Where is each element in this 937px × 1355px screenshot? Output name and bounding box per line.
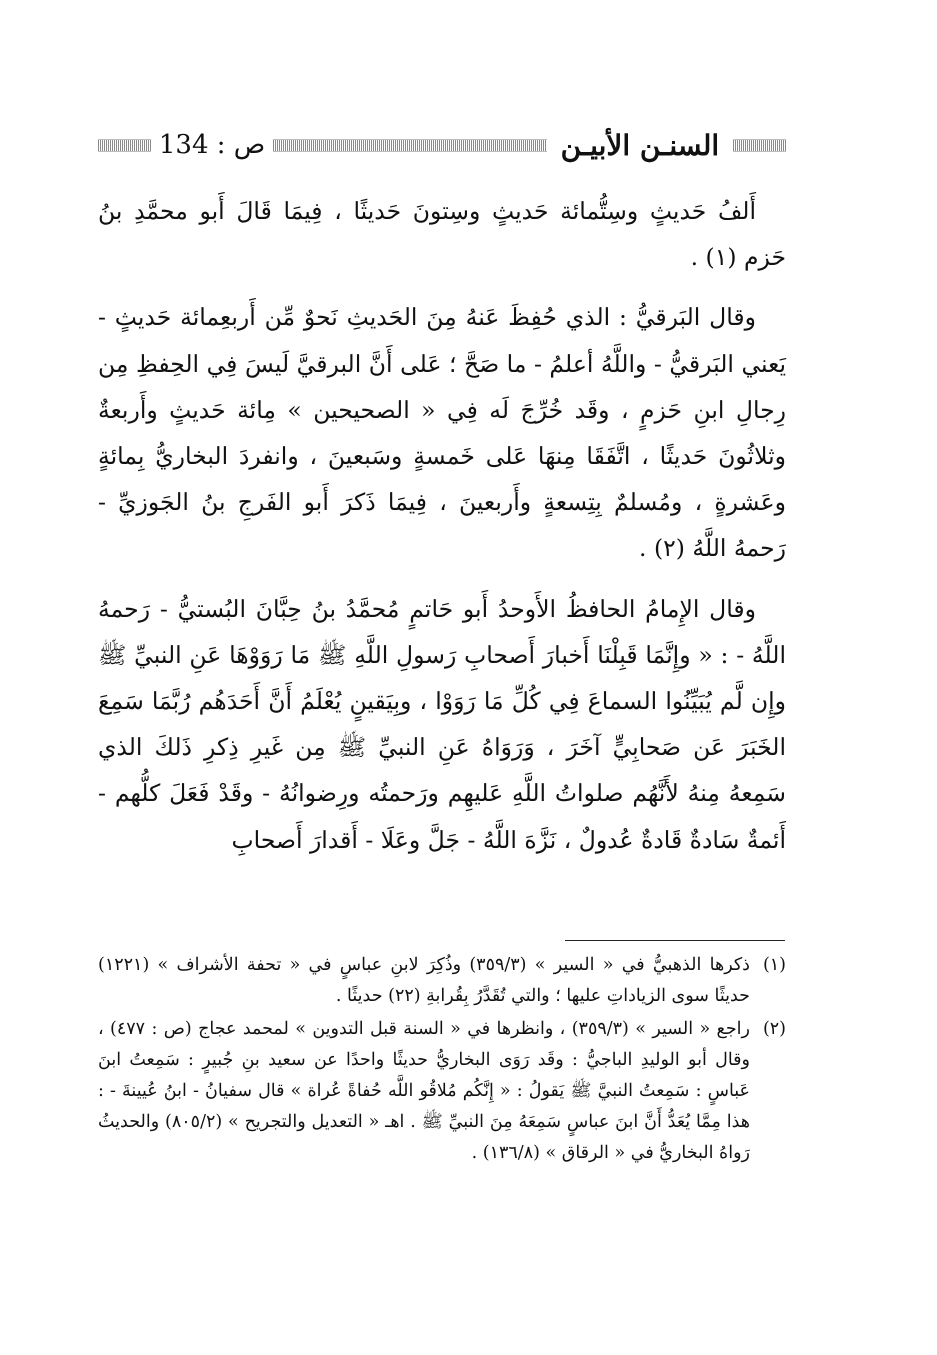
- footnote-number: (٢): [762, 1019, 786, 1039]
- paragraph: وقال البَرقيُّ : الذي حُفِظَ عَنهُ مِنَ الحَديثِ نَحوٌ مِّن أَربعِمائة حَديثٍ - يَعني البَرقيُّ - واللَّهُ أعلمُ - ما صَحَّ ؛ عَلى أَنَّ البرقيَّ لَيسَ فِي الحِفظِ مِن رِجالِ ابنِ حَزمٍ ، وقَد خُرِّجَ لَه فِي « الصحيحين » مِائة حَديثٍ وأَربعةٌ وثلاثُونَ حَديثًا ، اتَّفَقَا مِنهَا عَلى خَمسةٍ وسَبعينَ ، وانفردَ البخاريُّ بِمائةٍ وعَشرةٍ ، ومُسلمٌ بِتِسعةٍ وأَربعينَ ، فِيمَا ذَكرَ أَبو الفَرجِ بنُ الجَوزيِّ - رَحمهُ اللَّهُ (٢) .: [98, 303, 786, 563]
- paragraph: وقال الإِمامُ الحافظُ الأَوحدُ أَبو حَاتمٍ مُحمَّدُ بنُ حِبَّانَ البُستيُّ - رَحمهُ اللَّهُ - : « وإِنَّمَا قَبِلْنَا أَخبارَ أَصحابِ رَسولِ اللَّهِ ﷺ مَا رَوَوْهَا عَنِ النبيِّ ﷺ وإِن لَّم يُبَيِّنُوا السماعَ فِي كُلِّ مَا رَوَوْا ، وبِيَقينٍ يُعْلَمُ أَنَّ أَحَدَهُم رُبَّمَا سَمِعَ الخَبَرَ عَن صَحابِيٍّ آخَرَ ، وَرَوَاهُ عَنِ النبيِّ ﷺ مِن غَيرِ ذِكرِ ذَلكَ الذي سَمِعهُ مِنهُ لأَنَّهُم صلواتُ اللَّهِ عَليهِم ورَحمتُه ورِضوانُهُ - وقَدْ فَعَلَ كلُّهم - أَئمةٌ سَادةٌ قَادةٌ عُدولٌ ، نَزَّهَ اللَّهُ - جَلَّ وعَلَا - أَقدارَ أَصحابِ: [98, 594, 786, 854]
- header-ornament-right: [733, 139, 786, 152]
- page-number: ص : 134: [158, 130, 266, 160]
- footnote-text: ذكرها الذهبيُّ في « السير » (٣٥٩/٣) وذُكِرَ لابنِ عباسٍ في « تحفة الأشراف » (١٢٢١) حديثًا سوى الزياداتِ عليها ؛ والتي تُقَدَّرُ بِقُرابةِ (٢٢) حديثًا .: [98, 955, 750, 1006]
- header-ornament-left: [98, 139, 151, 152]
- footnote-separator: [565, 940, 785, 941]
- running-header: [98, 125, 786, 165]
- footnotes: [98, 950, 786, 1171]
- paragraph: أَلفُ حَديثٍ وسِتُّمائة حَديثٍ وسِتونَ حَديثًا ، فِيمَا قَالَ أَبو محمَّدِ بنُ حَزم (١) .: [98, 197, 786, 272]
- footnote: [98, 950, 786, 1012]
- footnote: [98, 1014, 786, 1169]
- header-ornament-middle: [273, 139, 546, 152]
- main-text: [98, 188, 786, 863]
- footnote-number: (١): [762, 955, 786, 975]
- footnote-text: راجع « السير » (٣٥٩/٣) ، وانظرها في « السنة قبل التدوين » لمحمد عجاج (ص : ٤٧٧) ، وقال أبو الوليدِ الباجيُّ : وقَد رَوَى البخاريُّ حديثًا واحدًا عن سعيد بنِ جُبيرٍ : سَمِعتُ ابنَ عَباسٍ : سَمِعتُ النبيَّ ﷺ يَقولُ : « إِنَّكُم مُلاقُو اللَّه حُفاةً عُراة » قال سفيانُ - ابنُ عُيينةَ - : هذا مِمَّا يُعَدُّ أَنَّ ابنَ عباسٍ سَمِعَهُ مِنَ النبيِّ ﷺ . اهـ « التعديل والتجريح » (٨٠٥/٢) والحديثُ رَواهُ البخاريُّ في « الرقاق » (١٣٦/٨) .: [98, 1019, 750, 1163]
- running-title: السنـن الأبيـن: [560, 128, 720, 162]
